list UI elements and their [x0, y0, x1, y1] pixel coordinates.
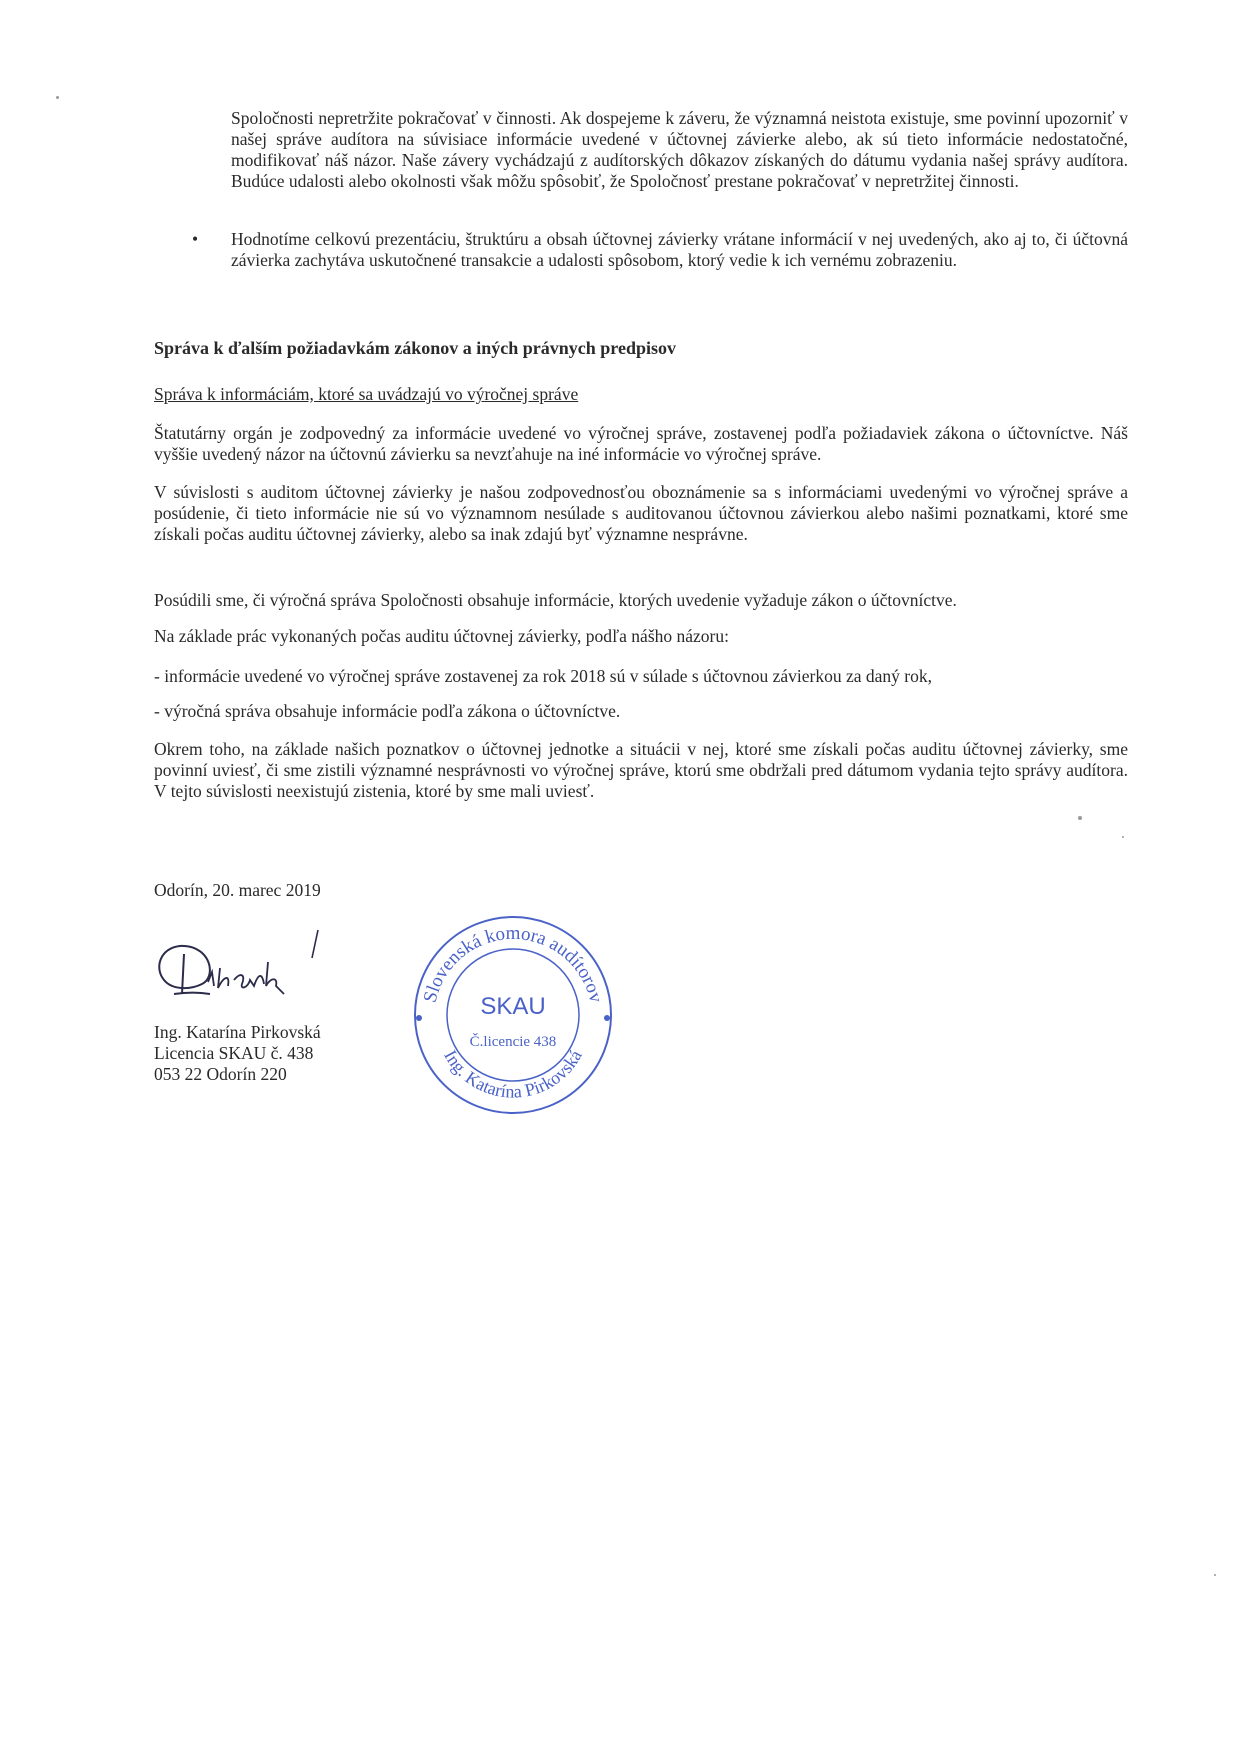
paragraph-opinion-item-1: - informácie uvedené vo výročnej správe zostavenej za rok 2018 sú v súlade s účtovnou závierkou za daný rok, — [154, 666, 932, 686]
svg-text:Ing. Katarína Pirkovská — [440, 1047, 586, 1102]
signatory-license: Licencia SKAU č. 438 — [154, 1043, 314, 1063]
paragraph-findings: Okrem toho, na základe našich poznatkov o účtovnej jednotke a situácii v nej, ktoré sme získali počas auditu účtovnej závierky, sme povinní uviesť, či sme zistili významné nesprávnosti vo výročnej správe, ktorú sme obdržali pred dátumom vydania tejto správy audítora. V tejto súvislosti neexistujú zistenia, ktoré by sme mali uviesť. — [154, 739, 1128, 801]
scan-speck — [56, 96, 59, 99]
paragraph-assessment: Posúdili sme, či výročná správa Spoločnosti obsahuje informácie, ktorých uvedenie vyžaduje zákon o účtovníctve. — [154, 590, 957, 610]
scan-speck — [1214, 1574, 1216, 1576]
section-heading: Správa k ďalším požiadavkám zákonov a iných právnych predpisov — [154, 338, 676, 358]
stamp-top-arc: Slovenská komora audítorov — [419, 922, 607, 1005]
bullet-text: Hodnotíme celkovú prezentáciu, štruktúru a obsah účtovnej závierky vrátane informácií v nej uvedených, ako aj to, či účtovná závierka zachytáva uskutočnené transakcie a udalosti spôsobom, ktorý vedie k ich vernému zobrazeniu. — [231, 229, 1128, 270]
subsection-heading: Správa k informáciám, ktoré sa uvádzajú vo výročnej správe — [154, 384, 579, 404]
handwritten-signature — [150, 928, 340, 1010]
paragraph-statutory-body: Štatutárny orgán je zodpovedný za informácie uvedené vo výročnej správe, zostavenej podľa požiadaviek zákona o účtovníctve. Náš vyššie uvedený názor na účtovnú závierku sa nevzťahuje na iné informácie vo výročnej správe. — [154, 423, 1128, 464]
paragraph-opinion-item-2: - výročná správa obsahuje informácie podľa zákona o účtovníctve. — [154, 701, 621, 721]
stamp-left-dot — [416, 1015, 422, 1021]
paragraph-opinion-intro: Na základe prác vykonaných počas auditu účtovnej závierky, podľa nášho názoru: — [154, 626, 729, 646]
bullet-icon: • — [192, 229, 199, 249]
signatory-address: 053 22 Odorín 220 — [154, 1064, 287, 1084]
scan-speck — [1122, 836, 1124, 838]
stamp-center-text: SKAU — [480, 993, 546, 1020]
continuation-paragraph: Spoločnosti nepretržite pokračovať v činnosti. Ak dospejeme k záveru, že významná neistota existuje, sme povinní upozorniť v našej správe audítora na súvisiace informácie uvedené v účtovnej závierke alebo, ak sú tieto informácie nedostatočné, modifikovať náš názor. Naše závery vychádzajú z audítorských dôkazov získaných do dátumu vydania našej správy audítora. Budúce udalosti alebo okolnosti však môžu spôsobiť, že Spoločnosť prestane pokračovať v nepretržitej činnosti. — [231, 108, 1128, 191]
signatory-block — [154, 1022, 321, 1085]
place-date: Odorín, 20. marec 2019 — [154, 880, 321, 900]
stamp-right-dot — [604, 1015, 610, 1021]
scan-speck — [1078, 816, 1082, 820]
official-stamp — [408, 910, 618, 1120]
signatory-name: Ing. Katarína Pirkovská — [154, 1022, 321, 1042]
paragraph-responsibility: V súvislosti s auditom účtovnej závierky je našou zodpovednosťou oboznámenie sa s informáciami uvedenými vo výročnej správe a posúdenie, či tieto informácie nie sú vo významnom nesúlade s auditovanou účtovnou závierkou alebo našimi poznatkami, ktoré sme získali počas auditu účtovnej závierky, alebo sa inak zdajú byť významne nesprávne. — [154, 482, 1128, 544]
stamp-bottom-arc: Ing. Katarína Pirkovská — [440, 1046, 586, 1102]
stamp-license-text: Č.licencie 438 — [469, 1034, 557, 1050]
